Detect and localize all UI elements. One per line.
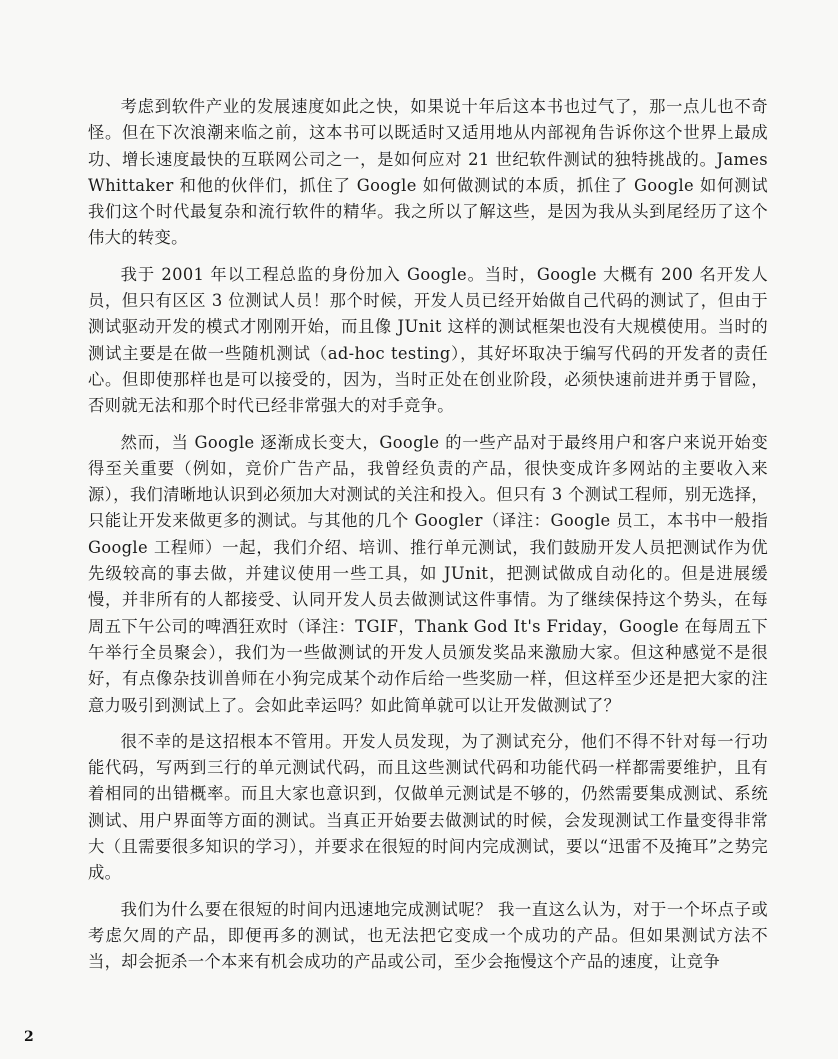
paragraph-1: 考虑到软件产业的发展速度如此之快，如果说十年后这本书也过气了，那一点儿也不奇怪。但在下次浪潮来临之前，这本书可以既适时又适用地从内部视角告诉你这个世界上最成功、增长速度最快的互联网公司之一，是如何应对 21 世纪软件测试的独特挑战的。James Whittaker 和他的伙伴们，抓住了 Google 如何做测试的本质，抓住了 Google 如何测试我们这个时代最复杂和流行软件的精华。我之所以了解这些，是因为我从头到尾经历了这个伟大的转变。	[88, 97, 768, 248]
paragraph-5: 我们为什么要在很短的时间内迅速地完成测试呢？ 我一直这么认为，对于一个坏点子或考虑欠周的产品，即便再多的测试，也无法把它变成一个成功的产品。但如果测试方法不当，却会扼杀一个本来有机会成功的产品或公司，至少会拖慢这个产品的速度，让竞争	[88, 899, 768, 972]
paragraph-3: 然而，当 Google 逐渐成长变大，Google 的一些产品对于最终用户和客户来说开始变得至关重要（例如，竞价广告产品，我曾经负责的产品，很快变成许多网站的主要收入来源），我们清晰地认识到必须加大对测试的关注和投入。但只有 3 个测试工程师，别无选择，只能让开发来做更多的测试。与其他的几个 Googler（译注：Google 员工，本书中一般指 Google 工程师）一起，我们介绍、培训、推行单元测试，我们鼓励开发人员把测试作为优先级较高的事去做，并建议使用一些工具，如 JUnit，把测试做成自动化的。但是进展缓慢，并非所有的人都接受、认同开发人员去做测试这件事情。为了继续保持这个势头，在每周五下午公司的啤酒狂欢时（译注：TGIF，Thank God It's Friday，Google 在每周五下午举行全员聚会），我们为一些做测试的开发人员颁发奖品来激励大家。但这种感觉不是很好，有点像杂技训兽师在小狗完成某个动作后给一些奖励一样，但这样至少还是把大家的注意力吸引到测试上了。会如此幸运吗？如此简单就可以让开发做测试了？	[88, 432, 768, 715]
paragraph-2: 我于 2001 年以工程总监的身份加入 Google。当时，Google 大概有 200 名开发人员，但只有区区 3 位测试人员！那个时候，开发人员已经开始做自己代码的测试了，但由于测试驱动开发的模式才刚刚开始，而且像 JUnit 这样的测试框架也没有大规模使用。当时的测试主要是在做一些随机测试（ad-hoc testing），其好坏取决于编写代码的开发者的责任心。但即使那样也是可以接受的，因为，当时正处在创业阶段，必须快速前进并勇于冒险，否则就无法和那个时代已经非常强大的对手竞争。	[88, 264, 768, 416]
page-number: 2	[24, 1029, 34, 1045]
page-body	[88, 94, 768, 976]
paragraph-4: 很不幸的是这招根本不管用。开发人员发现，为了测试充分，他们不得不针对每一行功能代码，写两到三行的单元测试代码，而且这些测试代码和功能代码一样都需要维护，且有着相同的出错概率。而且大家也意识到，仅做单元测试是不够的，仍然需要集成测试、系统测试、用户界面等方面的测试。当真正开始要去做测试的时候，会发现测试工作量变得非常大（且需要很多知识的学习），并要求在很短的时间内完成测试，要以“迅雷不及掩耳”之势完成。	[88, 731, 768, 883]
